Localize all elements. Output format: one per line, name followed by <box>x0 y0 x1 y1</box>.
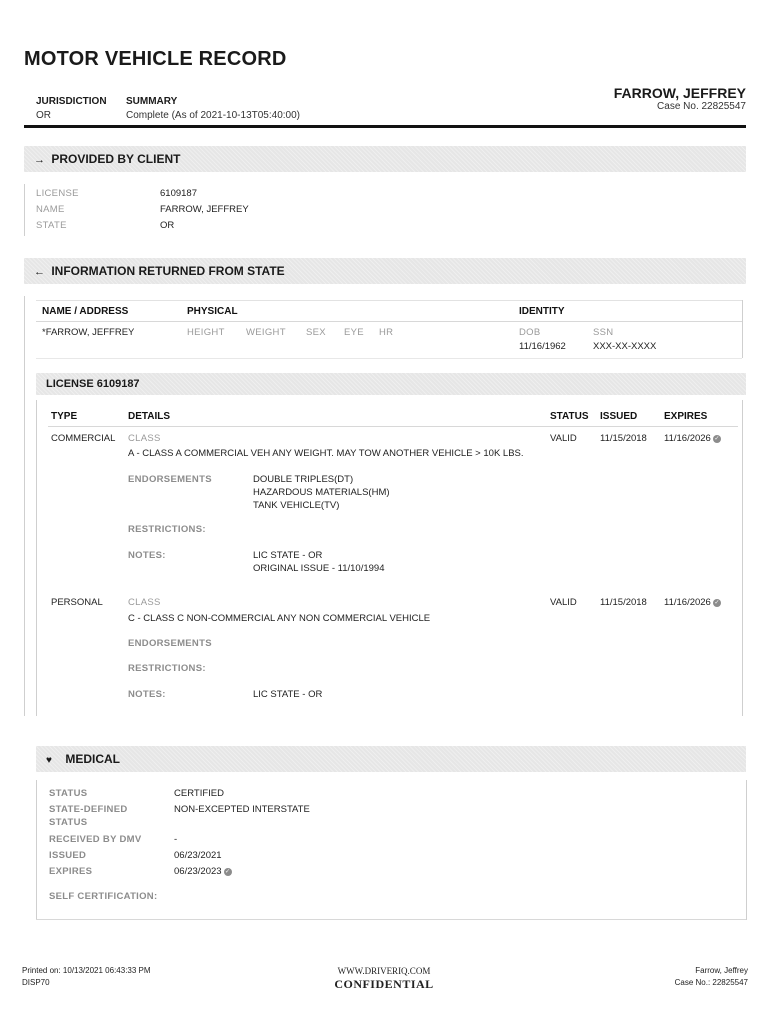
ssn-label: SSN <box>593 327 614 338</box>
commercial-expires-value: 11/16/2026 <box>664 433 711 444</box>
eye-label: EYE <box>344 327 364 338</box>
heart-icon: ♥ <box>46 755 52 766</box>
license-header-divider <box>48 426 738 427</box>
physical-header: PHYSICAL <box>187 306 238 317</box>
medical-status-label: STATUS <box>49 788 88 799</box>
license-right-border <box>742 400 743 716</box>
arrow-left-icon: ← <box>34 266 45 278</box>
header-divider <box>24 125 746 128</box>
received-by-dmv-label: RECEIVED BY DMV <box>49 834 142 845</box>
personal-type: PERSONAL <box>51 597 103 608</box>
commercial-expires <box>664 433 721 444</box>
footer-confidential: CONFIDENTIAL <box>334 977 434 991</box>
check-circle-icon: ✓ <box>714 436 720 442</box>
medical-expires-value: 06/23/2023 <box>174 866 222 877</box>
personal-class-value: C - CLASS C NON-COMMERCIAL ANY NON COMMERCIAL VEHICLE <box>128 613 431 624</box>
state-defined-value: NON-EXCEPTED INTERSTATE <box>174 804 310 815</box>
jurisdiction-label: JURISDICTION <box>36 96 107 107</box>
name-address-header: NAME / ADDRESS <box>42 306 129 317</box>
returned-left-border <box>24 296 25 716</box>
commercial-class-label: CLASS <box>128 433 161 444</box>
personal-issued: 11/15/2018 <box>600 597 647 608</box>
footer-case-number: Case No.: 22825547 <box>674 978 748 987</box>
section-left-border <box>24 184 25 236</box>
summary-value: Complete (As of 2021-10-13T05:40:00) <box>126 110 300 121</box>
provided-state-label: STATE <box>36 220 67 231</box>
endorsement-item: HAZARDOUS MATERIALS(HM) <box>253 487 390 498</box>
commercial-note: LIC STATE - OR <box>253 550 323 561</box>
personal-note: LIC STATE - OR <box>253 689 323 700</box>
dob-label: DOB <box>519 327 541 338</box>
commercial-class-value: A - CLASS A COMMERCIAL VEH ANY WEIGHT. MAY TOW ANOTHER VEHICLE > 10K LBS. <box>128 448 524 459</box>
license-left-border <box>36 400 37 716</box>
sex-label: SEX <box>306 327 326 338</box>
case-number: Case No. 22825547 <box>657 101 746 112</box>
personal-class-label: CLASS <box>128 597 161 608</box>
status-header: STATUS <box>550 411 589 422</box>
state-defined-label: STATE-DEFINED <box>49 804 128 815</box>
personal-expires-value: 11/16/2026 <box>664 597 711 608</box>
returned-name-value: *FARROW, JEFFREY <box>42 327 135 338</box>
identity-header-divider <box>36 321 742 322</box>
personal-notes-label: NOTES: <box>128 689 166 700</box>
medical-status-value: CERTIFIED <box>174 788 224 799</box>
identity-header: IDENTITY <box>519 306 565 317</box>
dob-value: 11/16/1962 <box>519 341 566 352</box>
medical-bottom-border <box>36 919 746 920</box>
subject-name: FARROW, JEFFREY <box>613 85 746 101</box>
provided-name-label: NAME <box>36 204 65 215</box>
commercial-endorsements-label: ENDORSEMENTS <box>128 474 212 485</box>
provided-state-value: OR <box>160 220 175 231</box>
received-by-dmv-value: - <box>174 834 178 845</box>
medical-issued-label: ISSUED <box>49 850 87 861</box>
ssn-value: XXX-XX-XXXX <box>593 341 657 352</box>
provided-license-label: LICENSE <box>36 188 79 199</box>
printed-on: Printed on: 10/13/2021 06:43:33 PM <box>22 966 151 975</box>
medical-left-border <box>36 780 37 920</box>
identity-top-border <box>36 300 742 301</box>
endorsement-item: TANK VEHICLE(TV) <box>253 500 340 511</box>
weight-label: WEIGHT <box>246 327 286 338</box>
medical-section-header <box>36 746 746 772</box>
identity-right-border <box>742 300 743 358</box>
self-certification-label: SELF CERTIFICATION: <box>49 891 158 902</box>
arrow-right-icon: → <box>34 154 45 166</box>
medical-section-title: MEDICAL <box>65 752 121 766</box>
personal-expires <box>664 597 721 608</box>
commercial-status: VALID <box>550 433 577 444</box>
personal-endorsements-label: ENDORSEMENTS <box>128 638 212 649</box>
license-section-title: LICENSE 6109187 <box>46 378 140 390</box>
issued-header: ISSUED <box>600 411 638 422</box>
height-label: HEIGHT <box>187 327 225 338</box>
jurisdiction-value: OR <box>36 110 51 121</box>
commercial-issued: 11/15/2018 <box>600 433 647 444</box>
footer-website: WWW.DRIVERIQ.COM <box>337 966 431 976</box>
medical-right-border <box>746 780 747 920</box>
provided-section-title: PROVIDED BY CLIENT <box>51 152 181 166</box>
medical-expires-label: EXPIRES <box>49 866 93 877</box>
page-code: DISP70 <box>22 978 50 987</box>
provided-name-value: FARROW, JEFFREY <box>160 204 249 215</box>
identity-bottom-border <box>36 358 742 359</box>
personal-restrictions-label: RESTRICTIONS: <box>128 663 206 674</box>
commercial-type: COMMERCIAL <box>51 433 116 444</box>
page-title: MOTOR VEHICLE RECORD <box>24 48 287 70</box>
medical-expires <box>174 866 232 877</box>
endorsement-item: DOUBLE TRIPLES(DT) <box>253 474 354 485</box>
medical-issued-value: 06/23/2021 <box>174 850 222 861</box>
returned-section-header <box>24 258 746 284</box>
check-circle-icon: ✓ <box>714 600 720 606</box>
personal-status: VALID <box>550 597 577 608</box>
state-defined-label-2: STATUS <box>49 817 88 828</box>
provided-license-value: 6109187 <box>160 188 197 199</box>
expires-header: EXPIRES <box>664 411 708 422</box>
commercial-restrictions-label: RESTRICTIONS: <box>128 524 206 535</box>
details-header: DETAILS <box>128 411 171 422</box>
hair-label: HR <box>379 327 394 338</box>
footer-name: Farrow, Jeffrey <box>695 966 748 975</box>
summary-label: SUMMARY <box>126 96 178 107</box>
check-circle-icon: ✓ <box>225 869 231 875</box>
commercial-notes-label: NOTES: <box>128 550 166 561</box>
returned-section-title: INFORMATION RETURNED FROM STATE <box>51 264 285 278</box>
type-header: TYPE <box>51 411 78 422</box>
license-section-header <box>36 373 746 395</box>
provided-section-header <box>24 146 746 172</box>
commercial-note: ORIGINAL ISSUE - 11/10/1994 <box>253 563 385 574</box>
